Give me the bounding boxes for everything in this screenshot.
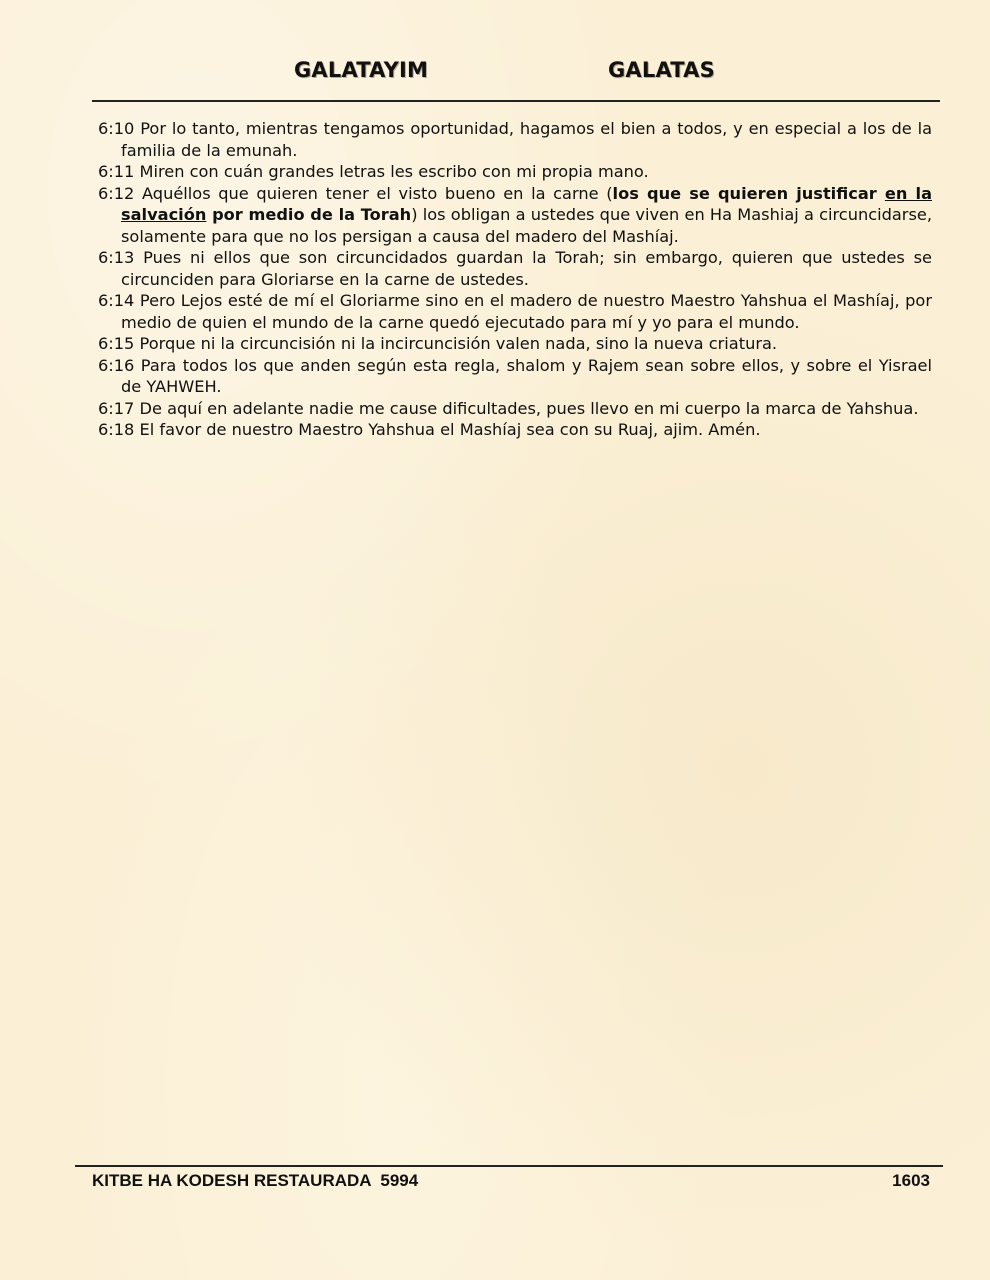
verse-text: Miren con cuán grandes letras les escribo con mi propia mano. — [134, 162, 649, 181]
verse-number: 6:14 — [98, 291, 135, 310]
verse-emphasis: los que se quieren justificar — [612, 183, 885, 203]
footer-divider — [75, 1165, 943, 1167]
verse-6-18 — [98, 419, 932, 441]
verse-6-16 — [98, 355, 932, 398]
verse-6-10 — [98, 118, 932, 161]
verse-number: 6:10 — [98, 119, 135, 138]
verse-text: El favor de nuestro Maestro Yahshua el Mashíaj sea con su Ruaj, ajim. Amén. — [134, 420, 761, 439]
verse-text: Pero Lejos esté de mí el Gloriarme sino en el madero de nuestro Maestro Yahshua el Mashíaj, por medio de quien el mundo de la carne quedó ejecutado para mí y yo para el mundo. — [121, 291, 932, 332]
verse-6-11 — [98, 161, 932, 183]
verse-number: 6:11 — [98, 162, 135, 181]
verse-text: De aquí en adelante nadie me cause dificultades, pues llevo en mi cuerpo la marca de Yahshua. — [134, 398, 919, 418]
verse-text: Pues ni ellos que son circuncidados guardan la Torah; sin embargo, quieren que ustedes se circunciden para Gloriarse en la carne de ustedes. — [121, 248, 932, 289]
verse-emphasis: por medio de la Torah — [206, 205, 412, 224]
verse-number: 6:12 — [98, 183, 135, 203]
verse-number: 6:18 — [98, 420, 135, 439]
page-header — [0, 58, 990, 90]
verse-number: 6:13 — [98, 248, 135, 267]
footer-book-title: KITBE HA KODESH RESTAURADA 5994 — [92, 1171, 419, 1190]
verse-6-13 — [98, 247, 932, 290]
verse-6-14 — [98, 290, 932, 333]
verse-text: Aquéllos que quieren tener el visto bueno en la carne ( — [134, 183, 613, 203]
page-number: 1603 — [892, 1171, 930, 1190]
header-title-hebrew: GALATAYIM — [294, 58, 429, 82]
verse-number: 6:16 — [98, 355, 135, 375]
verse-text: ) los obligan a ustedes que viven en Ha Mashiaj a circuncidarse, solamente para que no los persigan a causa del madero del Mashíaj. — [121, 205, 933, 246]
verse-number: 6:15 — [98, 334, 135, 353]
verse-text: Por lo tanto, mientras tengamos oportunidad, hagamos el bien a todos, y en especial a los de la familia de la emunah. — [121, 119, 932, 160]
header-divider — [92, 100, 940, 102]
verse-6-15 — [98, 333, 932, 355]
verse-6-17 — [98, 398, 932, 420]
verse-text: Para todos los que anden según esta regla, shalom y Rajem sean sobre ellos, y sobre el Yisrael de YAHWEH. — [121, 355, 932, 396]
verse-number: 6:17 — [98, 398, 135, 418]
header-title-spanish: GALATAS — [608, 58, 715, 82]
verse-6-12 — [98, 183, 932, 248]
verse-text: Porque ni la circuncisión ni la incircuncisión valen nada, sino la nueva criatura. — [134, 334, 778, 353]
verse-list — [98, 118, 932, 441]
verse-emphasis-underlined: en la salvación — [121, 183, 932, 224]
